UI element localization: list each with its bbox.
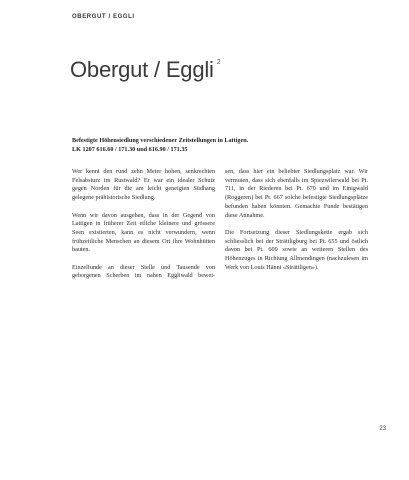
paragraph: sen, dass hier ein beliebter Siedlungsplatz war. Wir vermuten, dass sich ebenfalls im Spiezwilerwald bei Pt. 711, in der Riederen bei Pt. 670 und im Einigwald (Roggeren) bei Pt. 667 solche befestigte Siedlungsplätze befunden haben könnten. Gemachte Funde bestätigen diese Annahme. [225, 168, 368, 219]
paragraph: Wer kennt den rund zehn Meter hohen, senkrechten Felsabsturz im Rustwald? Er war ein idealer Schutz gegen Norden für die am leicht geneigten Südhang gelegene prähistorische Siedlung. [72, 168, 215, 202]
text-column-left [72, 168, 215, 290]
running-head: OBERGUT / EGGLI [72, 14, 135, 20]
paragraph: Wenn wir davon ausgehen, dass in der Gegend von Lattigen in früherer Zeit etliche kleinere und grössere Seen existierten, kann es nicht verwundern, wenn frühzeitliche Menschen an diesem Ort ihre Wohnhütten bauten. [72, 211, 215, 254]
title-text: Obergut / Eggli [70, 57, 214, 82]
text-column-right [225, 168, 368, 281]
footnote-marker: 2 [216, 59, 221, 66]
paragraph: Einzelfunde an dieser Stelle und Tausende von geborgenen Scherben im nahen Eggliwald bewei- [72, 263, 215, 280]
paragraph: Die Fortsetzung dieser Siedlungskette ergab sich schliesslich bei der Strättligburg bei Pt. 655 und östlich davon bei Pt. 609 sowie an weiteren Stellen des Höhenzuges in Richtung Allmendingen (nachzulesen im Werk von Louis Hänni «Strättligen»). [225, 228, 368, 271]
coordinates-line: LK 1207 616.60 / 171.30 und 616.90 / 171.35 [72, 146, 188, 153]
page-title [70, 57, 220, 83]
subheading-line: Befestigte Höhensiedlung verschiedener Zeitstellungen in Lattigen. [72, 137, 249, 144]
subheading [72, 136, 372, 154]
page-number: 23 [379, 426, 386, 432]
